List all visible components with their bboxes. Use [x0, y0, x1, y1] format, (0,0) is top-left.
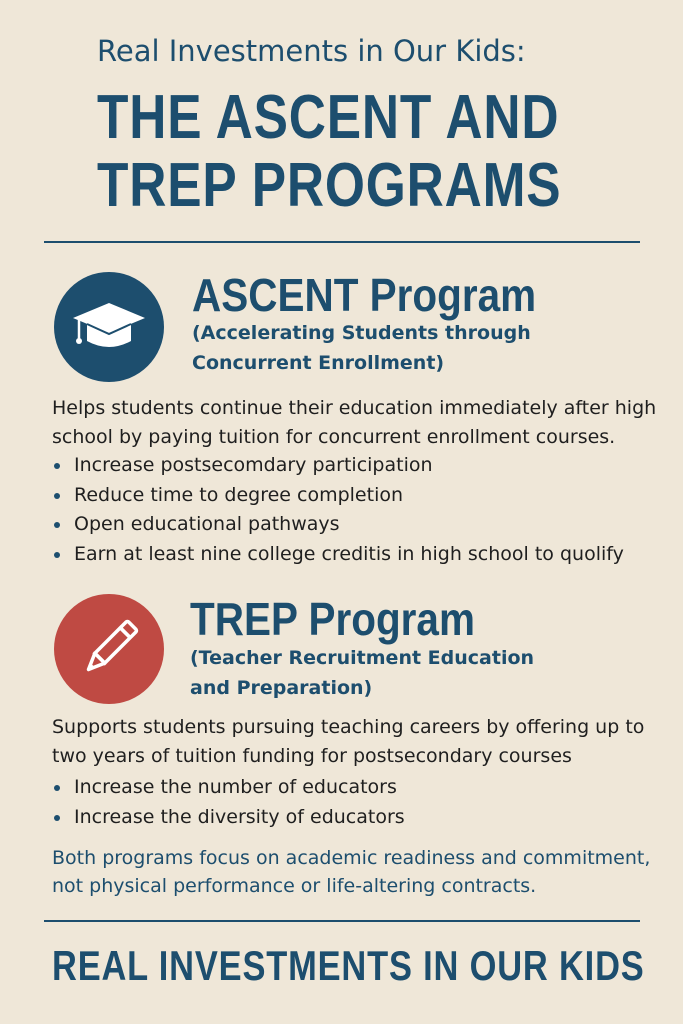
ascent-description: Helps students continue their education immediately after high school by paying tuition for concurrent enrollment courses.	[52, 397, 657, 448]
kicker: Real Investments in Our Kids:	[97, 34, 526, 68]
trep-subtitle-line-1: (Teacher Recruitment Education	[190, 647, 535, 669]
list-item: Open educational pathways	[52, 510, 624, 540]
ascent-icon-circle	[54, 272, 164, 382]
ascent-subtitle-line-1: (Accelerating Students through	[192, 322, 531, 344]
footer-tagline: REAL INVESTMENTS IN OUR KIDS	[52, 942, 645, 989]
page-title-line-1: THE ASCENT AND	[97, 83, 560, 152]
list-item: Earn at least nine college creditis in high school to quolify	[52, 540, 624, 570]
list-item: Increase the number of educators	[52, 773, 405, 803]
trep-subtitle-line-2: and Preparation)	[190, 677, 373, 699]
list-item: Reduce time to degree completion	[52, 481, 624, 511]
trep-icon-circle	[54, 594, 164, 704]
closing-statement: Both programs focus on academic readiness and commitment, not physical performance or life-altering contracts.	[52, 847, 651, 897]
ascent-bullet-list	[52, 451, 624, 569]
graduation-cap-icon	[69, 297, 149, 357]
pencil-icon	[74, 614, 144, 684]
page-title	[97, 84, 561, 220]
ascent-subtitle	[192, 318, 572, 378]
trep-description: Supports students pursuing teaching careers by offering up to two years of tuition funding for postsecondary courses	[52, 716, 645, 767]
trep-subtitle	[190, 643, 570, 703]
list-item: Increase postsecomdary participation	[52, 451, 624, 481]
page-title-line-2: TREP PROGRAMS	[97, 151, 562, 220]
ascent-subtitle-line-2: Concurrent Enrollment)	[192, 352, 445, 374]
ascent-title: ASCENT Program	[192, 269, 537, 321]
trep-title: TREP Program	[190, 593, 475, 645]
top-divider	[44, 241, 640, 243]
bottom-divider	[44, 920, 640, 922]
trep-bullet-list	[52, 773, 405, 832]
list-item: Increase the diversity of educators	[52, 803, 405, 833]
